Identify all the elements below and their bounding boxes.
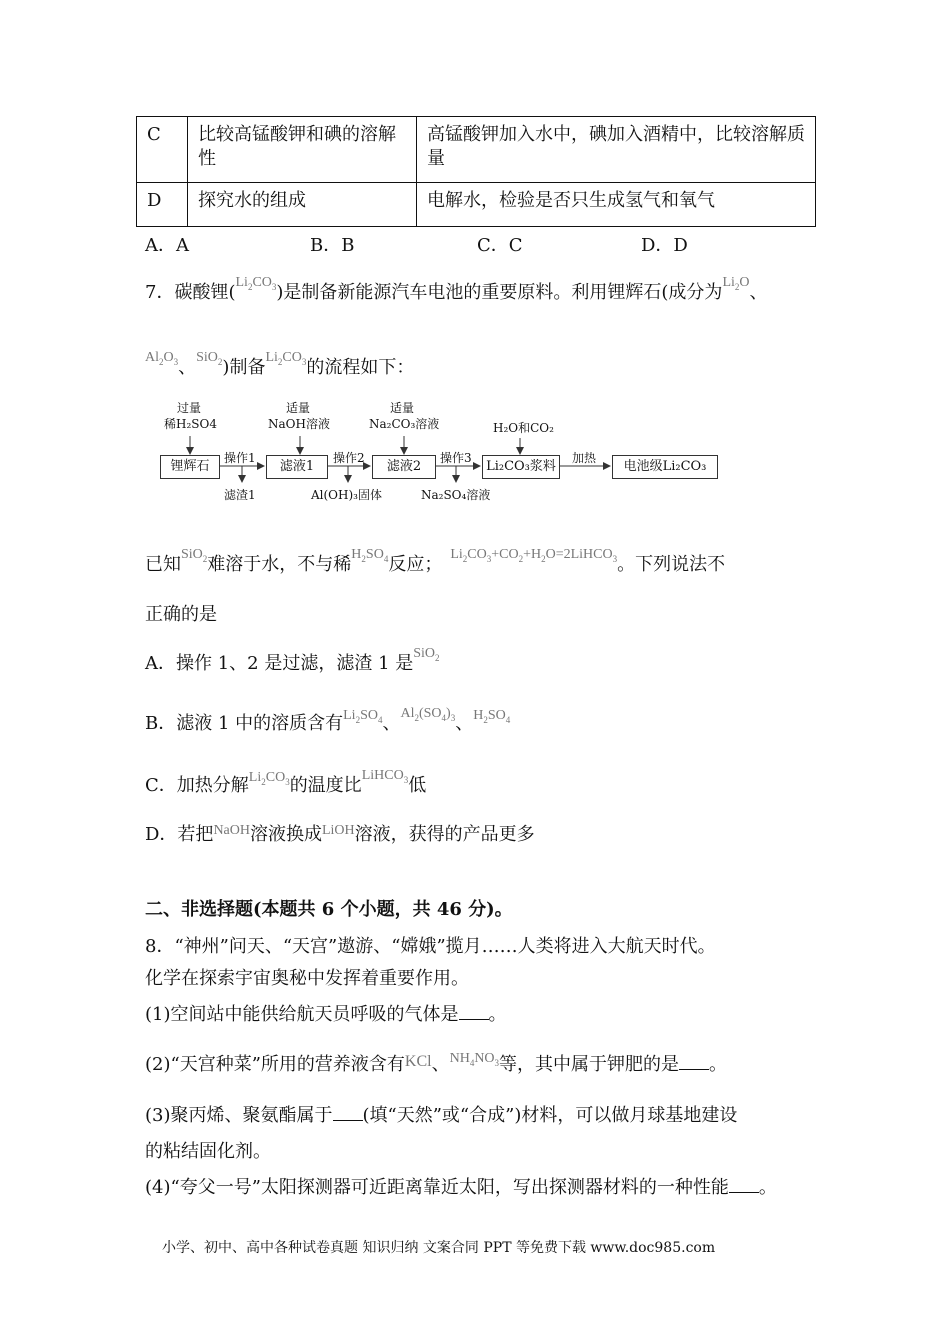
answer-blank[interactable]	[729, 1178, 759, 1193]
flow-box-filtrate1: 滤液1	[266, 455, 328, 479]
section2-title: 二、非选择题(本题共 6 个小题，共 46 分)。	[145, 899, 513, 920]
row-method: 电解水，检验是否只生成氢气和氧气	[417, 183, 816, 227]
q8-sub3-cont: 的粘结固化剂。	[145, 1141, 271, 1162]
formula-li2co3: Li2CO3	[248, 770, 290, 787]
formula-li2co3: Li2CO3	[265, 350, 307, 367]
op-1: 操作1	[224, 451, 256, 465]
op-2: 操作2	[333, 451, 365, 465]
q6-option-d: D．D	[641, 235, 688, 256]
q8-sub2: (2)“天宫种菜”所用的营养液含有KCl、$^{NH_4NO_3}$等，其中属于钾肥的是 。	[145, 1051, 728, 1075]
reagent-1b: 稀H₂SO4	[164, 417, 217, 431]
formula-li2co3: Li2CO3	[235, 275, 277, 292]
q8-sub1: (1)空间站中能供给航天员呼吸的气体是 。	[145, 1004, 507, 1025]
formula-kcl: KCl	[404, 1053, 432, 1070]
formula-h2so4: H2SO4	[351, 547, 389, 564]
q8-stem-line1: 8．“神州”问天、“天宫”遨游、“嫦娥”揽月……人类将进入大航天时代。	[145, 936, 716, 957]
waste-3: Na₂SO₄溶液	[421, 488, 491, 502]
answer-blank[interactable]	[459, 1005, 489, 1020]
q7-option-b: B．滤液 1 中的溶质含有$^{Li_2SO_4}$、$^{Al_2(SO_4)_3}$、$^{H_2SO_4}$	[145, 706, 511, 734]
op-heat: 加热	[572, 451, 597, 465]
q6-option-b: B．B	[310, 235, 355, 256]
waste-1: 滤渣1	[224, 488, 256, 502]
formula-sio2: SiO2	[181, 547, 208, 564]
reagent-2b: NaOH溶液	[268, 417, 330, 431]
row-purpose: 探究水的组成	[188, 183, 417, 227]
formula-li2o: Li2O	[722, 275, 750, 292]
row-method: 高锰酸钾加入水中，碘加入酒精中，比较溶解质量	[417, 117, 816, 183]
formula-lioh: LiOH	[321, 823, 355, 838]
page-footer: 小学、初中、高中各种试卷真题 知识归纳 文案合同 PPT 等免费下载 www.doc985.com	[162, 1240, 716, 1256]
q7-option-d: D．若把$^{NaOH}$溶液换成$^{LiOH}$溶液，获得的产品更多	[145, 823, 535, 845]
formula-reaction: Li2CO3+CO2+H2O=2LiHCO3	[450, 547, 618, 564]
reagent-3b: Na₂CO₃溶液	[369, 417, 440, 431]
op-3: 操作3	[440, 451, 472, 465]
reagent-4: H₂O和CO₂	[493, 421, 554, 435]
answer-blank[interactable]	[333, 1106, 363, 1121]
answer-blank[interactable]	[679, 1055, 709, 1070]
row-label: D	[137, 183, 188, 227]
q7-known-line1: 已知$^{SiO_2}$难溶于水，不与稀$^{H_2SO_4}$反应； $^{Li_2CO_3+CO_2+H_2O=2LiHCO_3}$。下列说法不	[145, 547, 726, 575]
formula-nh4no3: NH4NO3	[449, 1051, 500, 1068]
formula-h2so4: H2SO4	[473, 708, 511, 725]
formula-sio2: SiO2	[196, 350, 223, 367]
flow-box-product: 电池级Li₂CO₃	[612, 455, 718, 479]
q7-known-line2: 正确的是	[145, 604, 217, 625]
q6-option-c: C．C	[477, 235, 523, 256]
q7-option-a: A．操作 1、2 是过滤，滤渣 1 是$^{SiO_2}$	[145, 646, 440, 674]
q6-option-a: A．A	[145, 235, 189, 256]
row-label: C	[137, 117, 188, 183]
flow-arrows	[0, 0, 950, 520]
reagent-1a: 过量	[177, 401, 202, 415]
formula-al2so43: Al2(SO4)3	[400, 706, 456, 723]
q7-stem-line2: $^{Al_2O_3}$、$^{SiO_2}$)制备$^{Li_2CO_3}$的流程如下：	[145, 350, 415, 378]
formula-li2so4: Li2SO4	[343, 708, 383, 725]
q7-stem-line1: 7．碳酸锂($^{Li_2CO_3}$)是制备新能源汽车电池的重要原料。利用锂辉石(成分为$^{Li_2O}$、	[145, 275, 768, 303]
formula-sio2: SiO2	[413, 646, 440, 663]
row-purpose: 比较高锰酸钾和碘的溶解性	[188, 117, 417, 183]
formula-naoh: NaOH	[213, 823, 250, 838]
q8-stem-line2: 化学在探索宇宙奥秘中发挥着重要作用。	[145, 968, 469, 989]
waste-2: Al(OH)₃固体	[311, 488, 382, 502]
formula-al2o3: Al2O3	[145, 350, 179, 367]
q7-option-c: C．加热分解$^{Li_2CO_3}$的温度比$^{LiHCO_3}$低	[145, 768, 427, 796]
flow-box-slurry: Li₂CO₃浆料	[482, 455, 560, 479]
formula-lihco3: LiHCO3	[361, 768, 409, 785]
q8-sub3: (3)聚丙烯、聚氨酯属于 (填“天然”或“合成”)材料，可以做月球基地建设	[145, 1105, 738, 1126]
flow-box-spodumene: 锂辉石	[160, 455, 220, 479]
reagent-3a: 适量	[390, 401, 415, 415]
flow-box-filtrate2: 滤液2	[372, 455, 436, 479]
reagent-2a: 适量	[286, 401, 311, 415]
q8-sub4: (4)“夸父一号”太阳探测器可近距离靠近太阳，写出探测器材料的一种性能 。	[145, 1177, 777, 1198]
